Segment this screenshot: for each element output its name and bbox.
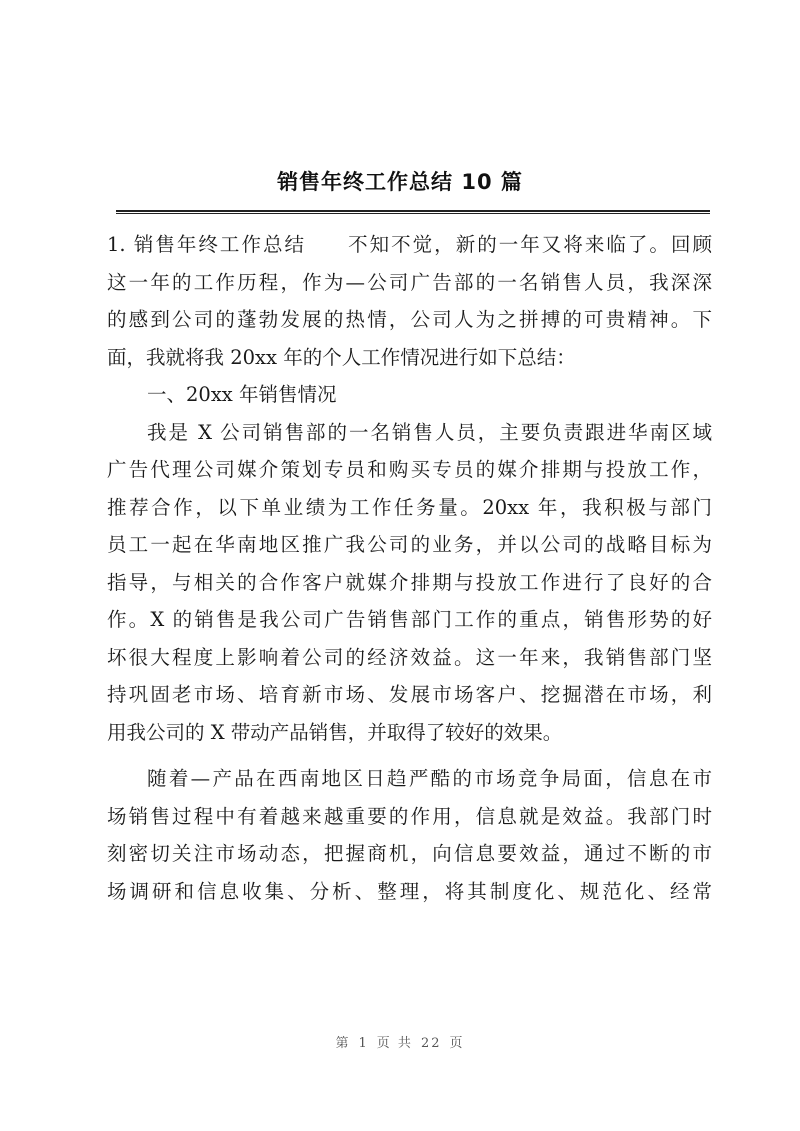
paragraph-2-line-2: 广告代理公司媒介策划专员和购买专员的媒介排期与投放工作， — [107, 458, 712, 481]
paragraph-3-line-3: 刻密切关注市场动态，把握商机，向信息要效益，通过不断的市 — [107, 842, 712, 865]
paragraph-3-line-2: 场销售过程中有着越来越重要的作用，信息就是效益。我部门时 — [107, 804, 712, 828]
paragraph-1-line-3: 的感到公司的蓬勃发展的热情，公司人为之拼搏的可贵精神。下 — [107, 308, 712, 331]
paragraph-2-line-1: 我是 X 公司销售部的一名销售人员，主要负责跟进华南区域 — [147, 420, 712, 444]
paragraph-2-line-8: 持巩固老市场、培育新市场、发展市场客户、挖掘潜在市场，利 — [107, 683, 712, 706]
paragraph-2-line-4: 员工一起在华南地区推广我公司的业务，并以公司的战略目标为 — [107, 533, 712, 556]
footer-total-pages: 22 — [420, 1036, 442, 1051]
paragraph-2-line-7: 坏很大程度上影响着公司的经济效益。这一年来，我销售部门坚 — [107, 645, 712, 669]
paragraph-3-line-4: 场调研和信息收集、分析、整理，将其制度化、规范化、经常 — [107, 879, 712, 903]
document-body — [107, 226, 712, 910]
footer-middle: 页 共 — [376, 1036, 413, 1051]
footer-prefix: 第 — [335, 1036, 351, 1051]
paragraph-spacer — [107, 751, 712, 760]
section-heading: 一、20xx 年销售情况 — [147, 383, 337, 406]
paragraph-2-line-5: 指导，与相关的合作客户就媒介排期与投放工作进行了良好的合 — [107, 570, 712, 594]
footer-page-number: 1 — [358, 1036, 369, 1051]
entry-heading: 1. 销售年终工作总结 — [107, 233, 307, 256]
page-footer — [0, 1032, 800, 1051]
document-title: 销售年终工作总结 10 篇 — [277, 170, 523, 194]
paragraph-1-line-4: 面，我就将我 20xx 年的个人工作情况进行如下总结： — [107, 345, 576, 369]
paragraph-2-line-6: 作。X 的销售是我公司广告销售部门工作的重点，销售形势的好 — [107, 608, 712, 631]
paragraph-2-line-9: 用我公司的 X 带动产品销售，并取得了较好的效果。 — [107, 720, 563, 744]
paragraph-3-line-1: 随着—产品在西南地区日趋严酷的市场竞争局面，信息在市 — [147, 767, 712, 790]
paragraph-1-line-2: 这一年的工作历程，作为—公司广告部的一名销售人员，我深深 — [107, 270, 712, 294]
entry-text: 不知不觉，新的一年又将来临了。回顾 — [346, 233, 712, 256]
paragraph-1-line-1 — [107, 226, 712, 264]
footer-suffix: 页 — [449, 1036, 465, 1051]
title-divider — [116, 210, 710, 214]
paragraph-2-line-3: 推荐合作，以下单业绩为工作任务量。20xx 年，我积极与部门 — [107, 495, 712, 519]
